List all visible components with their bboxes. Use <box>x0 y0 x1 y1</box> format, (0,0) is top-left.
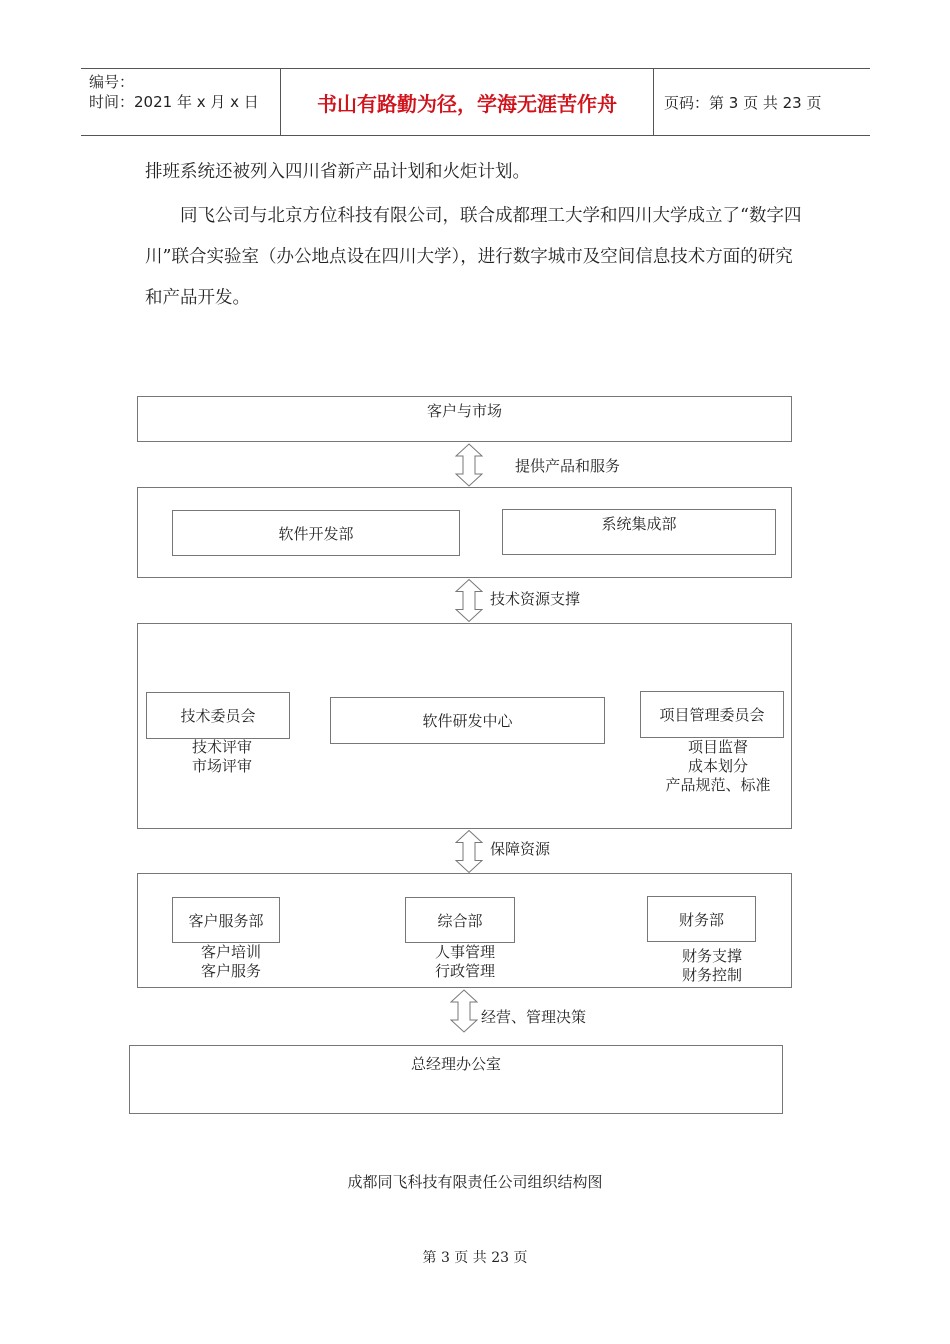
double-arrow-icon <box>455 578 483 623</box>
software-rd-center-box <box>330 697 605 744</box>
paragraph-1: 排班系统还被列入四川省新产品计划和火炬计划。 <box>145 162 530 182</box>
arrow-label-products: 提供产品和服务 <box>515 457 621 475</box>
motto: 书山有路勤为径，学海无涯苦作舟 <box>281 69 654 135</box>
general-dept-label: 综合部 <box>437 911 483 930</box>
note-tech-review: 技术评审 <box>191 738 252 756</box>
number-label: 编号： <box>89 73 135 91</box>
customers-label: 客户与市场 <box>426 402 502 420</box>
software-dev-label: 软件开发部 <box>278 524 354 543</box>
departments-box <box>137 487 792 578</box>
tech-committee-label: 技术委员会 <box>180 707 256 725</box>
general-dept-box <box>405 897 515 943</box>
gm-office-box <box>129 1045 783 1114</box>
customer-service-box <box>172 897 280 943</box>
customer-service-label: 客户服务部 <box>188 911 264 930</box>
page-code: 页码：第 3 页 共 23 页 <box>664 93 822 112</box>
double-arrow-icon <box>455 443 483 487</box>
pm-committee-label: 项目管理委员会 <box>659 706 765 724</box>
note-finance-control: 财务控制 <box>681 966 742 984</box>
note-finance-support: 财务支撑 <box>681 947 742 965</box>
gm-office-label: 总经理办公室 <box>410 1055 501 1073</box>
finance-dept-box <box>647 896 756 942</box>
note-customer-service: 客户服务 <box>200 962 261 980</box>
note-market-review: 市场评审 <box>191 757 252 775</box>
note-cost-division: 成本划分 <box>687 757 748 775</box>
page-footer: 第 3 页 共 23 页 <box>422 1250 528 1266</box>
double-arrow-icon <box>455 829 483 874</box>
tech-committee-notes <box>146 738 298 776</box>
pm-committee-box <box>640 691 784 738</box>
arrow-label-decisions: 经营、管理决策 <box>481 1008 587 1026</box>
software-rd-center-label: 软件研发中心 <box>422 712 513 730</box>
system-integration-label: 系统集成部 <box>601 515 677 533</box>
arrow-label-resources: 保障资源 <box>490 840 551 858</box>
note-project-supervision: 项目监督 <box>687 738 748 756</box>
customers-box <box>137 396 792 442</box>
note-product-standards: 产品规范、标准 <box>665 776 771 794</box>
rd-center-box <box>137 623 792 829</box>
support-departments-box <box>137 873 792 988</box>
finance-dept-notes <box>652 947 772 985</box>
time-label: 时间：2021 年 x 月 x 日 <box>89 93 259 111</box>
pm-committee-notes <box>638 738 798 795</box>
tech-committee-box <box>146 692 290 739</box>
software-dev-box <box>172 510 460 556</box>
paragraph-2: 同飞公司与北京方位科技有限公司，联合成都理工大学和四川大学成立了“数字四川”联合实验室（办公地点设在四川大学），进行数字城市及空间信息技术方面的研究和产品开发。 <box>145 206 802 308</box>
note-customer-training: 客户培训 <box>200 943 261 961</box>
arrow-label-tech-support: 技术资源支撑 <box>490 590 581 608</box>
finance-dept-label: 财务部 <box>678 910 724 929</box>
note-hr: 人事管理 <box>434 943 495 961</box>
document-header <box>81 68 870 136</box>
chart-caption: 成都同飞科技有限责任公司组织结构图 <box>347 1173 603 1191</box>
customer-service-notes <box>172 943 290 981</box>
general-dept-notes <box>405 943 525 981</box>
header-meta-cell <box>81 69 281 135</box>
double-arrow-icon <box>450 988 478 1034</box>
note-admin: 行政管理 <box>434 962 495 980</box>
system-integration-box <box>502 509 776 555</box>
